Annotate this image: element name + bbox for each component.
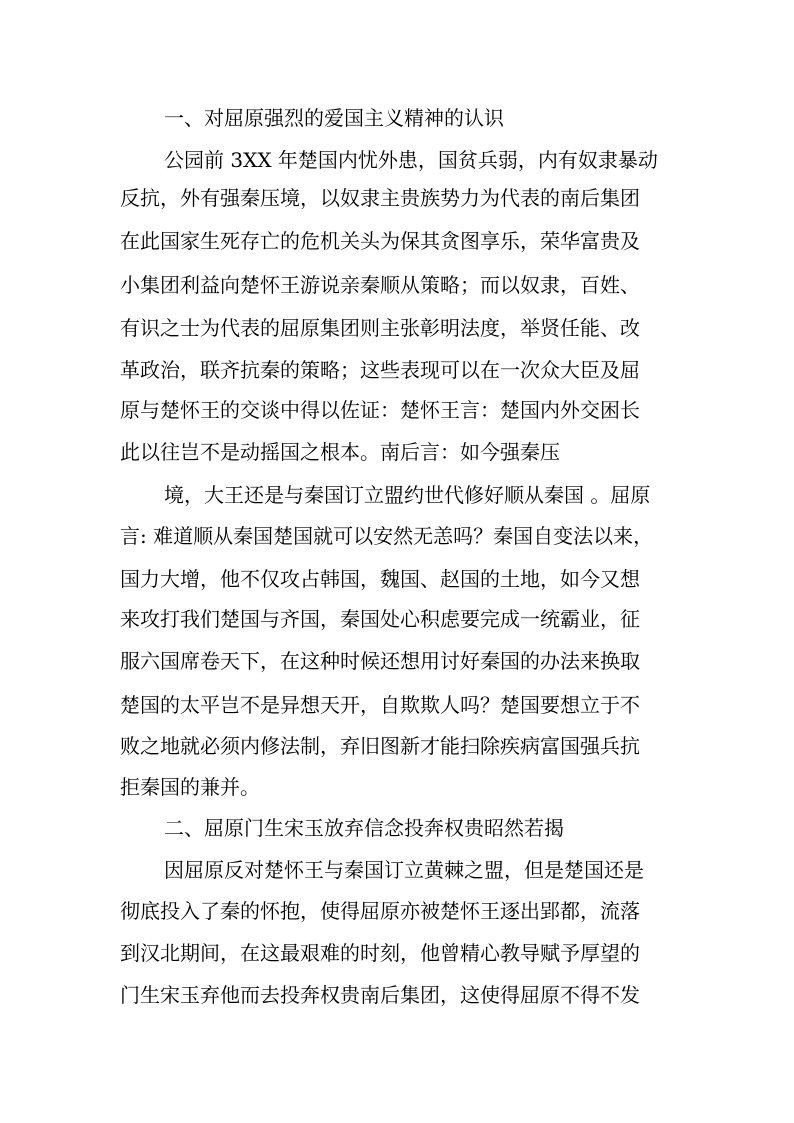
- paragraph-line: 门生宋玉弃他而去投奔权贵南后集团，这使得屈原不得不发: [120, 983, 640, 1007]
- paragraph-line: 革政治，联齐抗秦的策略；这些表现可以在一次众大臣及屈: [120, 358, 640, 382]
- paragraph-line: 楚国的太平岂不是异想天开，自欺欺人吗？楚国要想立于不: [120, 693, 640, 717]
- paragraph-line: 彻底投入了秦的怀抱，使得屈原亦被楚怀王逐出郢都，流落: [120, 899, 640, 923]
- paragraph-line: 败之地就必须内修法制，弃旧图新才能扫除疾病富国强兵抗: [120, 734, 640, 758]
- paragraph-line: 因屈原反对楚怀王与秦国订立黄棘之盟，但是楚国还是: [164, 858, 644, 882]
- paragraph-line: 言: 难道顺从秦国楚国就可以安然无恙吗？秦国自变法以来，: [120, 524, 654, 548]
- section-heading-1: 一、对屈原强烈的爱国主义精神的认识: [164, 106, 504, 130]
- paragraph-line: 服六国席卷天下，在这种时候还想用讨好秦国的办法来换取: [120, 649, 640, 673]
- paragraph-line: 在此国家生死存亡的危机关头为保其贪图享乐，荣华富贵及: [120, 229, 640, 253]
- paragraph-line: 反抗，外有强秦压境，以奴隶主贵族势力为代表的南后集团: [120, 186, 640, 210]
- paragraph-line: 拒秦国的兼并。: [120, 775, 260, 799]
- paragraph-line: 来攻打我们楚国与齐国，秦国处心积虑要完成一统霸业，征: [120, 607, 640, 631]
- paragraph-line: 原与楚怀王的交谈中得以佐证：楚怀王言：楚国内外交困长: [120, 398, 640, 422]
- paragraph-line: 有识之士为代表的屈原集团则主张彰明法度，举贤任能、改: [120, 316, 640, 340]
- paragraph-line: 公园前 3XX 年楚国内忧外患，国贫兵弱，内有奴隶暴动: [164, 148, 658, 172]
- paragraph-line: 国力大增，他不仅攻占韩国，魏国、赵国的土地，如今又想: [120, 567, 640, 591]
- paragraph-line: 此以往岂不是动摇国之根本。南后言：如今强秦压: [120, 440, 560, 464]
- paragraph-line: 小集团利益向楚怀王游说亲秦顺从策略；而以奴隶，百姓、: [120, 273, 640, 297]
- paragraph-line: 境，大王还是与秦国订立盟约世代修好顺从秦国 。屈原: [164, 483, 651, 507]
- paragraph-line: 到汉北期间，在这最艰难的时刻，他曾精心教导赋予厚望的: [120, 941, 640, 965]
- section-heading-2: 二、屈原门生宋玉放弃信念投奔权贵昭然若揭: [164, 816, 564, 840]
